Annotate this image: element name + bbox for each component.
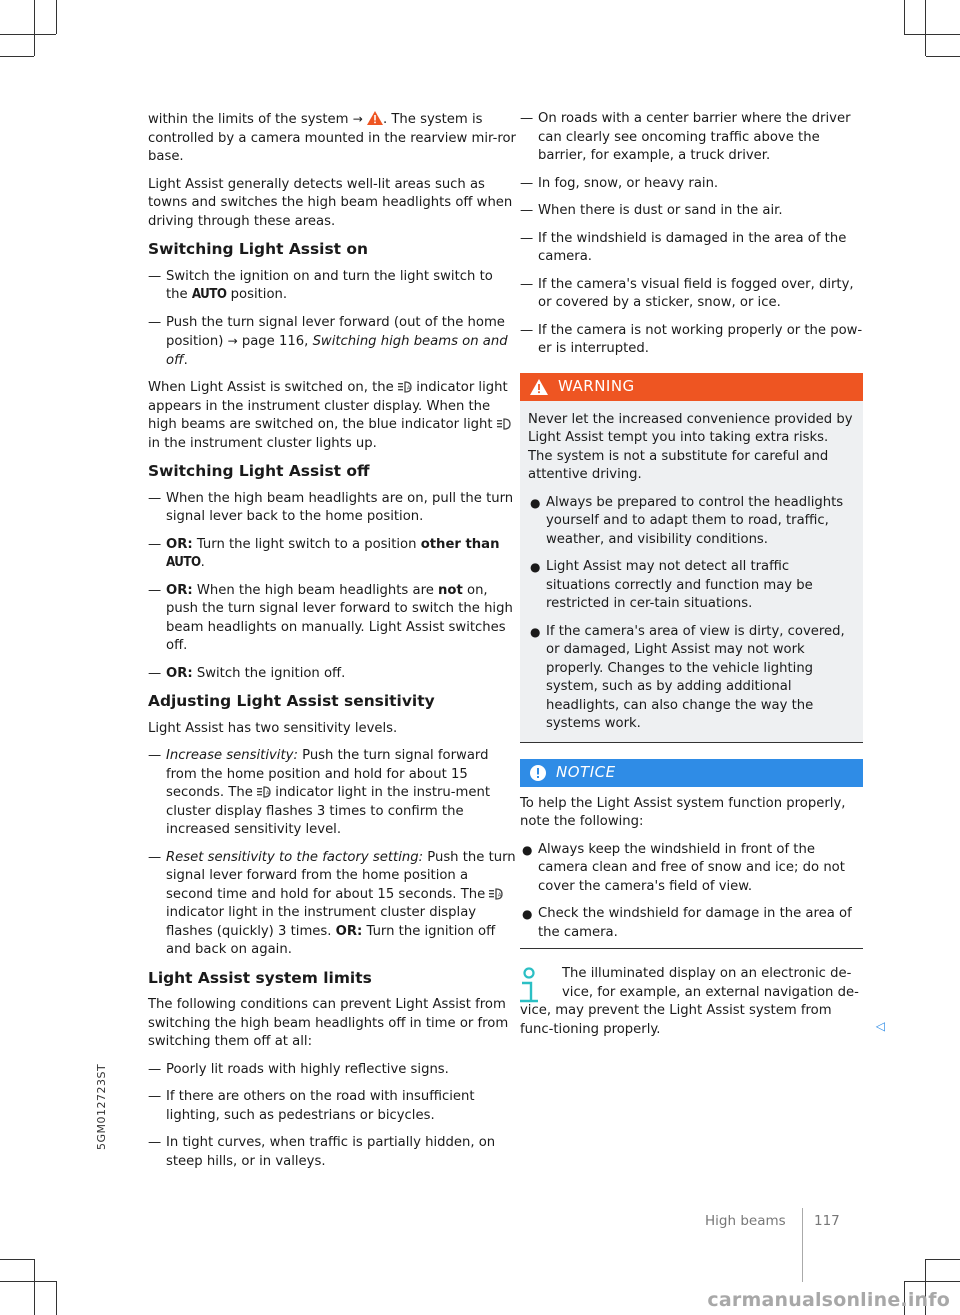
cross-reference-arrow-icon: → <box>227 334 238 348</box>
right-column <box>520 110 885 1039</box>
svg-text:A: A <box>406 385 411 392</box>
section-heading-on: Switching Light Assist on <box>148 240 368 258</box>
light-assist-indicator-icon <box>398 381 412 393</box>
notice-exclamation-icon <box>530 765 546 781</box>
crop-mark <box>0 1259 34 1260</box>
list-item: — On roads with a center barrier where the driver can clearly see oncoming traffic above the barrier, for example, a truck driver. <box>520 111 851 163</box>
list-item: ● Check the windshield for damage in the area of the camera. <box>522 906 852 940</box>
warning-triangle-icon <box>367 111 383 125</box>
warning-box <box>520 401 863 743</box>
watermark: carmanualsonline.info <box>707 1288 950 1311</box>
list-item: — Increase sensitivity: Push the turn signal forward from the home position and hold for about 15 seconds. The A indicator light in the instru-ment cluster display flashes 3 times to confirm the increased sensitivity level. <box>148 748 491 837</box>
list-item: — Reset sensitivity to the factory setting: Push the turn signal lever forward from the home position a second time and hold for about 15 seconds. The A indicator light in the instrument cluster display flashes (quickly) 3 times. OR: Turn the ignition off and back on again. <box>148 849 516 957</box>
svg-text:A: A <box>498 892 502 898</box>
list-item: — When the high beam headlights are on, pull the turn signal lever back to the home position. <box>148 490 514 524</box>
footer-divider <box>802 1208 803 1282</box>
section-heading-off: Switching Light Assist off <box>148 462 370 480</box>
on-paragraph: When Light Assist is switched on, the A indicator light appears in the instrument cluster display. When the high beams are switched on, the blue indicator light in the instrument cluster lights up. <box>148 379 518 453</box>
detect-paragraph: Light Assist generally detects well-lit areas such as towns and switches the high beam headlights off when driving through these areas. <box>148 176 513 229</box>
list-item: — If the camera's visual field is fogged over, dirty, or covered by a sticker, snow, or ice. <box>520 276 854 310</box>
crop-mark <box>34 1259 35 1315</box>
crop-mark <box>904 0 905 34</box>
reference-link[interactable]: Switching high beams on and off <box>166 334 508 368</box>
left-column <box>148 110 518 1180</box>
info-note <box>520 965 885 1039</box>
notice-label: NOTICE <box>556 763 616 782</box>
list-item: — OR: Turn the light switch to a position other than AUTO. <box>148 536 500 570</box>
list-item: — Poorly lit roads with highly reflective signs. <box>148 1061 449 1077</box>
light-assist-indicator-icon <box>257 786 271 798</box>
crop-mark <box>904 1281 960 1282</box>
intro-text-cont: . The system is controlled by a camera mounted in the rearview mir-ror base. <box>148 112 516 164</box>
list-item: — If the camera is not working properly or the pow-er is interrupted. <box>520 322 863 356</box>
cross-reference-arrow-icon: → <box>352 112 363 126</box>
crop-mark <box>926 56 960 57</box>
notice-header <box>520 759 863 787</box>
list-item: — If there are others on the road with insufficient lighting, such as pedestrians or bicycles. <box>148 1089 475 1123</box>
notice-intro: To help the Light Assist system function properly, note the following: <box>520 795 846 829</box>
crop-mark <box>34 0 35 56</box>
list-item: — When there is dust or sand in the air. <box>520 203 783 218</box>
section-heading-limits: Light Assist system limits <box>148 968 372 987</box>
auto-symbol-icon: AUTO <box>191 287 227 302</box>
end-of-section-icon: ◁ <box>875 1018 885 1033</box>
light-assist-indicator-icon <box>489 888 503 900</box>
list-item: ● Light Assist may not detect all traffic situations correctly and function may be restricted in cer-tain situations. <box>530 559 813 611</box>
intro-text: within the limits of the system <box>148 112 349 127</box>
intro-paragraph <box>148 110 518 167</box>
crop-mark <box>904 34 960 35</box>
warning-triangle-icon <box>530 379 548 395</box>
warning-intro: Never let the increased convenience provided by Light Assist tempt you into taking extra risks. The system is not a substitute for careful and attentive driving. <box>528 411 853 482</box>
crop-mark <box>56 1281 57 1315</box>
info-icon <box>516 967 542 1007</box>
list-item: — Push the turn signal lever forward (out of the home position) → page 116, Switching high beams on and off. <box>148 314 508 368</box>
crop-mark <box>0 1281 56 1282</box>
list-item: ● If the camera's area of view is dirty, covered, or damaged, Light Assist may not work properly. Changes to the vehicle lighting system, such as by adding additional headlights, can also change the way the systems work. <box>530 623 845 731</box>
info-text-line: vice, may prevent the Light Assist system from func-tioning properly. <box>520 1003 832 1037</box>
list-item: — OR: Switch the ignition off. <box>148 665 346 681</box>
list-item: — In fog, snow, or heavy rain. <box>520 175 719 191</box>
list-item: — If the windshield is damaged in the area of the camera. <box>520 230 847 264</box>
auto-symbol-icon: AUTO <box>166 555 201 570</box>
warning-header <box>520 373 863 401</box>
notice-box <box>520 787 863 950</box>
warning-label: WARNING <box>558 377 635 396</box>
page-number: 117 <box>814 1213 840 1229</box>
crop-mark <box>0 56 34 57</box>
svg-text:A: A <box>266 790 270 797</box>
list-item: — Switch the ignition on and turn the light switch to the AUTO position. <box>148 268 493 302</box>
sensitivity-paragraph: Light Assist has two sensitivity levels. <box>148 720 398 736</box>
section-heading-sensitivity: Adjusting Light Assist sensitivity <box>148 692 435 710</box>
list-item: ● Always keep the windshield in front of the camera clean and free of snow and ice; do not cover the camera's field of view. <box>522 841 845 894</box>
info-text-line: The illuminated display on an electronic de- <box>562 966 852 981</box>
footer-title: High beams <box>705 1213 786 1229</box>
page-reference[interactable]: page 116, <box>241 334 309 349</box>
crop-mark <box>0 34 56 35</box>
crop-mark <box>56 0 57 34</box>
high-beam-indicator-icon <box>497 418 511 430</box>
crop-mark <box>926 1259 960 1260</box>
crop-mark <box>925 0 926 56</box>
document-code: 5GM012723ST <box>95 1063 108 1150</box>
list-item: ● Always be prepared to control the headlights yourself and to adapt them to road, traffic, weather, and visibility conditions. <box>530 494 844 547</box>
limits-paragraph: The following conditions can prevent Light Assist from switching the high beam headlights off in time or from switching them off at all: <box>148 997 509 1049</box>
list-item: — In tight curves, when traffic is partially hidden, on steep hills, or in valleys. <box>148 1135 496 1169</box>
info-text-line: vice, for example, an external navigation de- <box>562 984 859 1000</box>
list-item: — OR: When the high beam headlights are not on, push the turn signal lever forward to switch the high beam headlights on manually. Light Assist switches off. <box>148 582 513 653</box>
